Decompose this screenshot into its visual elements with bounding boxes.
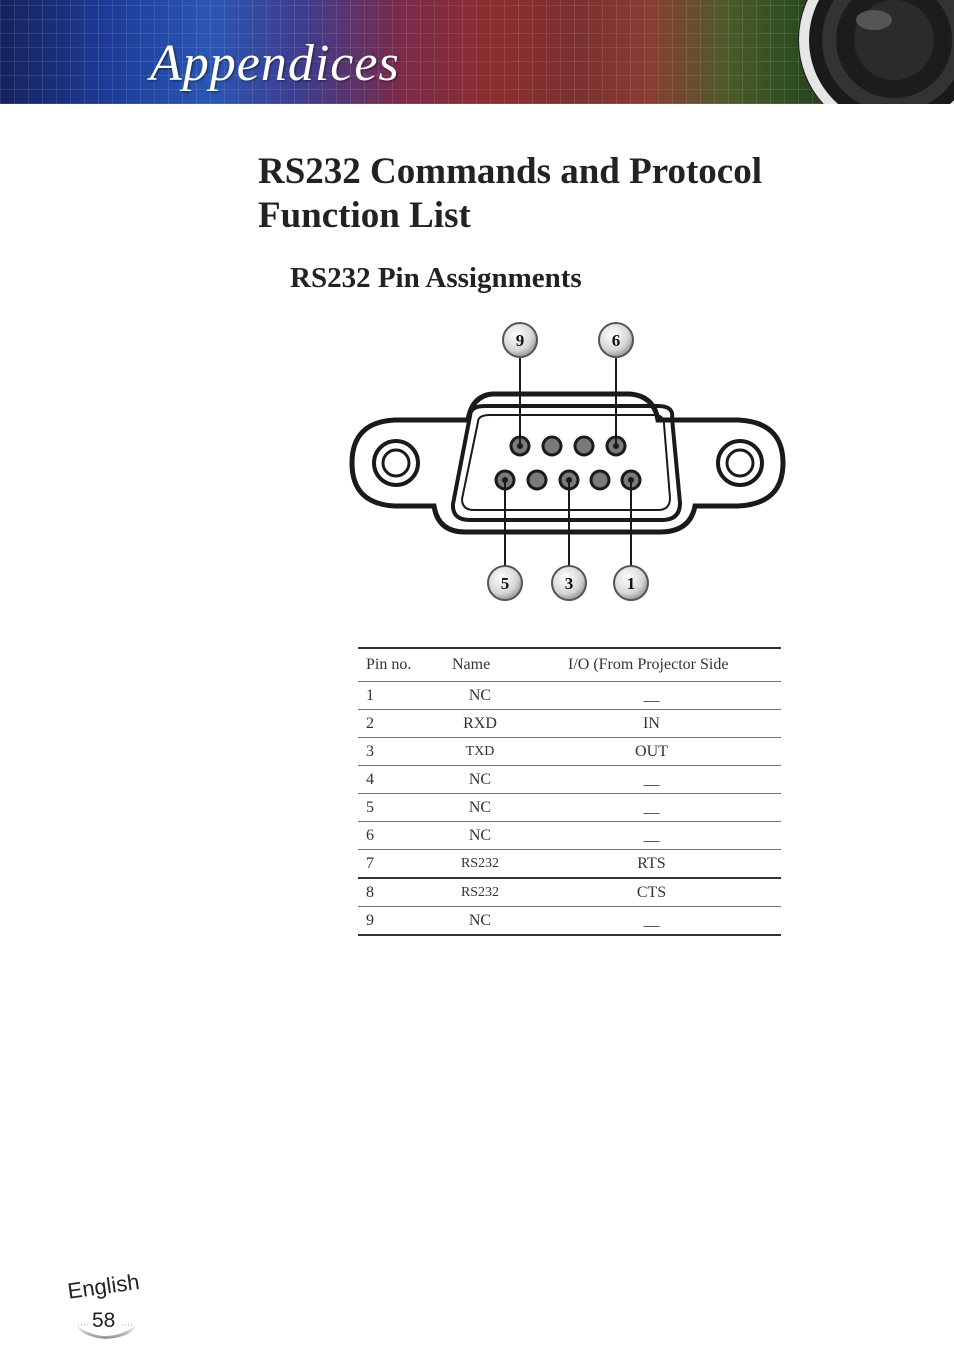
- right-screw-hole-inner: [727, 450, 753, 476]
- cell-name: RS232: [438, 878, 522, 907]
- table-row: [358, 822, 781, 850]
- callout-label-9: 9: [515, 331, 525, 350]
- cell-pin: 7: [358, 850, 438, 879]
- cell-name: NC: [438, 682, 522, 710]
- pin-7: [575, 437, 593, 455]
- header-io: I/O (From Projector Side: [522, 648, 781, 682]
- right-screw-hole: [718, 441, 762, 485]
- cell-pin: 8: [358, 878, 438, 907]
- footer-page-number: 58: [92, 1309, 116, 1332]
- callout-pin-1: [614, 566, 648, 600]
- cell-io: IN: [522, 710, 781, 738]
- page-header-title: Appendices: [150, 35, 400, 92]
- footer-language: English: [66, 1268, 141, 1304]
- pin-4: [528, 471, 546, 489]
- connector-shell: [453, 406, 680, 520]
- pin-2: [591, 471, 609, 489]
- table-row: [358, 878, 781, 907]
- cell-io: __: [522, 822, 781, 850]
- cell-io: __: [522, 907, 781, 936]
- cell-pin: 4: [358, 766, 438, 794]
- header-banner: [0, 0, 954, 104]
- page-footer: [62, 1268, 152, 1345]
- cell-name: NC: [438, 822, 522, 850]
- db9-connector-diagram: [340, 318, 790, 608]
- callout-pin-9: [503, 323, 537, 357]
- table-row: [358, 682, 781, 710]
- cell-io: __: [522, 766, 781, 794]
- cell-pin: 2: [358, 710, 438, 738]
- cell-io: OUT: [522, 738, 781, 766]
- table-header-row: [358, 648, 781, 682]
- table-row: [358, 710, 781, 738]
- cell-pin: 3: [358, 738, 438, 766]
- pin-assignment-table: [358, 647, 781, 936]
- cell-pin: 6: [358, 822, 438, 850]
- callout-label-3: 3: [564, 574, 574, 593]
- callout-label-6: 6: [611, 331, 621, 350]
- left-screw-hole-inner: [383, 450, 409, 476]
- cell-pin: 5: [358, 794, 438, 822]
- projector-lens-icon: [794, 0, 954, 104]
- leader-lines: [505, 358, 631, 566]
- pin-8: [543, 437, 561, 455]
- top-pin-row: [511, 437, 625, 455]
- cell-name: RS232: [438, 850, 522, 879]
- connector-shell-inner: [462, 415, 670, 510]
- cell-name: NC: [438, 907, 522, 936]
- cell-io: CTS: [522, 878, 781, 907]
- table-row: [358, 850, 781, 879]
- cell-pin: 9: [358, 907, 438, 936]
- header-pin-no: Pin no.: [358, 648, 438, 682]
- cell-io: RTS: [522, 850, 781, 879]
- section-title: RS232 Commands and Protocol Function List: [258, 151, 762, 236]
- cell-name: TXD: [438, 738, 522, 766]
- left-screw-hole: [374, 441, 418, 485]
- callout-label-5: 5: [500, 574, 510, 593]
- header-name: Name: [438, 648, 522, 682]
- cell-name: NC: [438, 794, 522, 822]
- cell-io: __: [522, 682, 781, 710]
- cell-name: RXD: [438, 710, 522, 738]
- table-row: [358, 794, 781, 822]
- callout-pin-5: [488, 566, 522, 600]
- cell-name: NC: [438, 766, 522, 794]
- callout-pin-3: [552, 566, 586, 600]
- callout-pin-6: [599, 323, 633, 357]
- cell-io: __: [522, 794, 781, 822]
- cell-pin: 1: [358, 682, 438, 710]
- table-row: [358, 738, 781, 766]
- subsection-title: RS232 Pin Assignments: [290, 262, 582, 294]
- callout-label-1: 1: [626, 574, 636, 593]
- table-row: [358, 766, 781, 794]
- table-row: [358, 907, 781, 936]
